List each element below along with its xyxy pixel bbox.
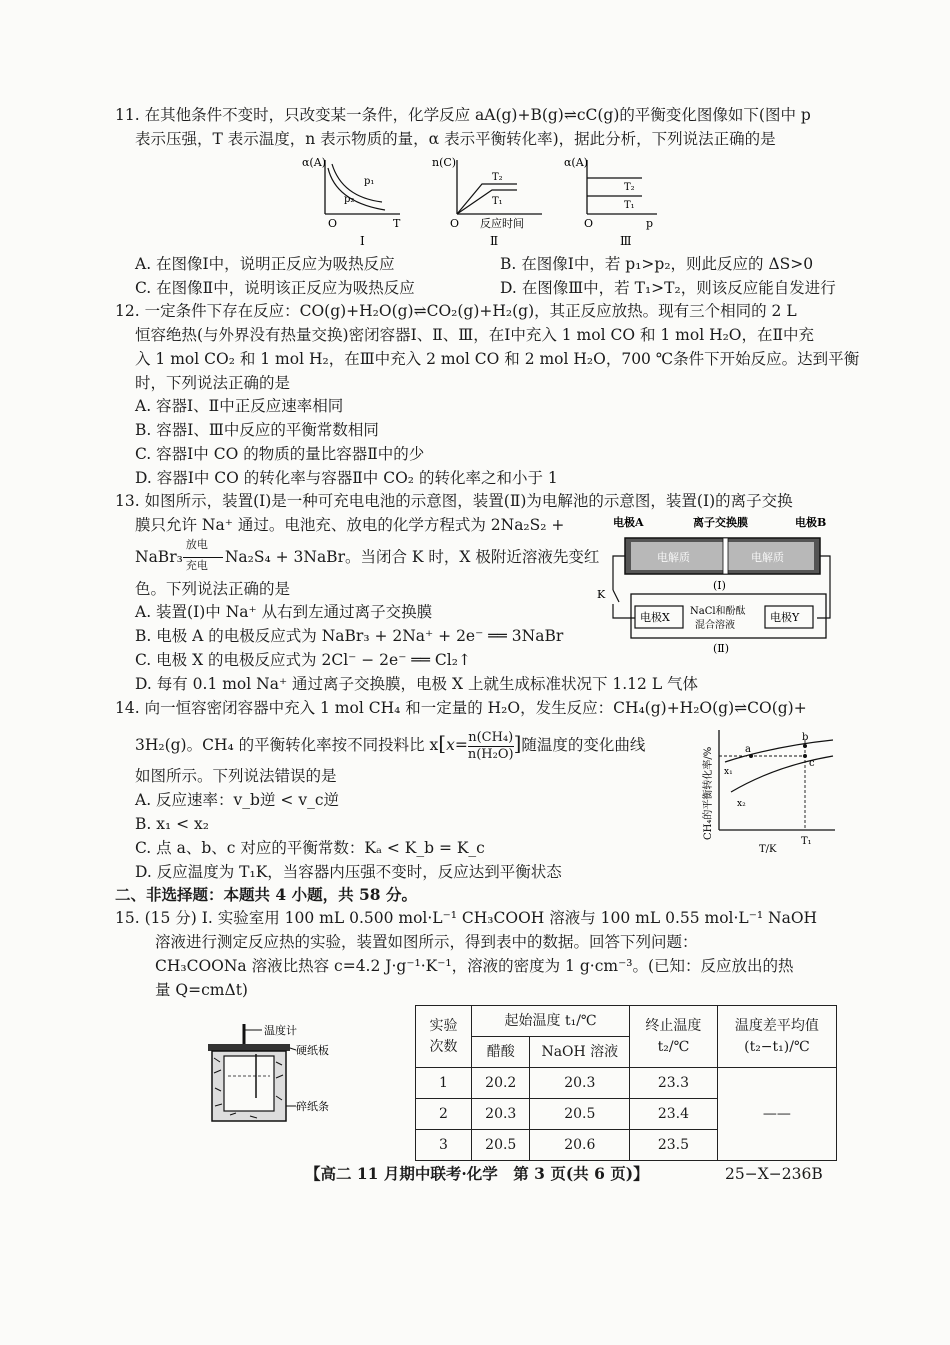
q15-stem-line1: 15. (15 分) Ⅰ. 实验室用 100 mL 0.500 mol·L⁻¹ CH₃COOH 溶液与 100 mL 0.55 mol·L⁻¹ NaOH — [115, 909, 818, 927]
arrow-top-label: 放电 — [185, 538, 208, 551]
header-diff-line2: (t₂−t₁)/℃ — [744, 1038, 810, 1055]
solution-label-2: 混合溶液 — [695, 620, 735, 631]
g3-xlabel: p — [646, 217, 654, 230]
header-trial — [416, 1006, 472, 1068]
bracket-right: ] — [513, 731, 522, 755]
electrolyte-left: 电解质 — [657, 551, 690, 564]
curve-x1-label: x₁ — [724, 767, 733, 777]
header-trial-line1: 实验 — [429, 1018, 458, 1035]
g1-xlabel: T — [393, 217, 401, 230]
electrode-b-label: 电极B — [795, 516, 827, 529]
g2-xlabel: 反应时间 — [480, 217, 524, 230]
page-footer: 【高二 11 月期中联考·化学 第 3 页(共 6 页)】 — [305, 1164, 649, 1183]
q12-option-b: B. 容器Ⅰ、Ⅲ中反应的平衡常数相同 — [135, 421, 379, 439]
electrolyte-right: 电解质 — [751, 551, 784, 564]
curve-x2-label: x₂ — [737, 799, 746, 809]
thermometer-label: 温度计 — [264, 1024, 297, 1037]
frac-denominator: n(H₂O) — [467, 746, 514, 762]
bracket-left: [ — [438, 731, 447, 755]
naoh-cell: 20.6 — [530, 1130, 630, 1161]
end-cell: 23.5 — [630, 1130, 718, 1161]
q14-stem-line3: 如图所示。下列说法错误的是 — [135, 767, 337, 785]
q13-option-a: A. 装置(Ⅰ)中 Na⁺ 从右到左通过离子交换膜 — [135, 603, 433, 621]
g1-origin: O — [328, 217, 338, 230]
end-cell: 23.4 — [630, 1099, 718, 1130]
naoh-cell: 20.3 — [530, 1068, 630, 1099]
q11-option-b: B. 在图像Ⅰ中，若 p₁>p₂，则此反应的 ΔS>0 — [500, 255, 814, 273]
g2-t1: T₁ — [492, 196, 503, 207]
q14-xlabel: T/K — [759, 844, 777, 855]
header-start-temp: 起始温度 t₁/℃ — [472, 1006, 630, 1037]
g3-origin: O — [584, 217, 594, 230]
q11-graph-3 — [562, 152, 672, 252]
header-end-line1: 终止温度 — [645, 1018, 702, 1035]
q13-option-d: D. 每有 0.1 mol Na⁺ 通过离子交换膜，电极 X 上就生成标准状况下 1.12 L 气体 — [135, 675, 699, 693]
table-row — [416, 1068, 837, 1099]
q11-graph-1 — [300, 152, 410, 252]
g2-origin: O — [450, 217, 460, 230]
switch-k-label: K — [597, 588, 606, 601]
q11-graph-2 — [432, 152, 552, 252]
q15-stem-line2: 溶液进行测定反应热的实验，装置如图所示，得到表中的数据。回答下列问题： — [155, 933, 698, 951]
header-naoh: NaOH 溶液 — [530, 1037, 630, 1068]
g3-t1: T₁ — [624, 200, 635, 211]
experiment-data-table — [415, 1005, 837, 1161]
q14-stem-text-a: 3H₂(g)。CH₄ 的平衡转化率按不同投料比 x — [135, 736, 439, 754]
acid-cell: 20.5 — [472, 1130, 530, 1161]
q14-option-d: D. 反应温度为 T₁K，当容器内压强不变时，反应达到平衡状态 — [135, 863, 562, 881]
q13-eq-right: Na₂S₄ + 3NaBr。当闭合 K 时，X 极附近溶液先变红 — [224, 548, 600, 566]
header-temp-diff — [717, 1006, 836, 1068]
electrode-a-label: 电极A — [613, 516, 644, 529]
point-a-label: a — [745, 744, 751, 755]
q11-stem-line2: 表示压强，T 表示温度，n 表示物质的量，α 表示平衡转化率)，据此分析，下列说法正确的是 — [135, 130, 776, 148]
q11-option-c: C. 在图像Ⅱ中，说明该正反应为吸热反应 — [135, 279, 415, 297]
q13-stem-line2: 膜只允许 Na⁺ 通过。电池充、放电的化学方程式为 2Na₂S₂ + — [135, 516, 565, 534]
q14-stem-text-b: 随温度的变化曲线 — [521, 736, 646, 754]
point-b-label: b — [802, 732, 809, 743]
diff-cell: —— — [717, 1068, 836, 1161]
q14-option-c: C. 点 a、b、c 对应的平衡常数：Kₐ < K_b = K_c — [135, 839, 485, 857]
trial-cell: 2 — [416, 1099, 472, 1130]
naoh-cell: 20.5 — [530, 1099, 630, 1130]
arrow-bottom-label: 充电 — [185, 559, 208, 572]
g2-ylabel: n(C) — [432, 156, 457, 169]
g3-t2: T₂ — [624, 182, 635, 193]
q13-cell-diagram — [595, 510, 845, 660]
q13-stem-line4: 色。下列说法正确的是 — [135, 580, 291, 598]
q14-conversion-graph — [695, 722, 845, 857]
g2-t2: T₂ — [492, 172, 503, 183]
q12-stem-line3: 入 1 mol CO₂ 和 1 mol H₂，在Ⅲ中充入 2 mol CO 和 2 mol H₂O，700 ℃条件下开始反应。达到平衡 — [135, 350, 860, 368]
header-trial-line2: 次数 — [429, 1038, 458, 1055]
header-acid: 醋酸 — [472, 1037, 530, 1068]
q13-eq-left: NaBr₃ — [135, 548, 183, 566]
q14-stem-line1: 14. 向一恒容密闭容器中充入 1 mol CH₄ 和一定量的 H₂O，发生反应：CH₄(g)+H₂O(g)⇌CO(g)+ — [115, 699, 807, 717]
q14-option-b: B. x₁ < x₂ — [135, 815, 209, 833]
device-1-label: (Ⅰ) — [713, 579, 726, 592]
section-2-heading: 二、非选择题：本题共 4 小题，共 58 分。 — [115, 885, 417, 904]
q12-stem-line4: 时，下列说法正确的是 — [135, 374, 291, 392]
t1-tick-label: T₁ — [801, 836, 812, 847]
q11-option-d: D. 在图像Ⅲ中，若 T₁>T₂，则该反应能自发进行 — [500, 279, 836, 297]
q12-stem-line1: 12. 一定条件下存在反应：CO(g)+H₂O(g)⇌CO₂(g)+H₂(g)，其正反应放热。现有三个相同的 2 L — [115, 302, 797, 320]
q13-option-b: B. 电极 A 的电极反应式为 NaBr₃ + 2Na⁺ + 2e⁻ ══ 3NaBr — [135, 627, 564, 645]
device-2-label: (Ⅱ) — [713, 642, 730, 655]
electrode-x-label: 电极X — [640, 611, 670, 624]
cardboard-label: 硬纸板 — [296, 1044, 329, 1057]
calorimeter-diagram — [200, 1018, 350, 1128]
paper-code: 25−X−236B — [725, 1165, 823, 1183]
q13-stem-line1: 13. 如图所示，装置(Ⅰ)是一种可充电电池的示意图，装置(Ⅱ)为电解池的示意图，装置(Ⅰ)的离子交换 — [115, 492, 793, 510]
q15-stem-line3: CH₃COONa 溶液比热容 c=4.2 J·g⁻¹·K⁻¹，溶液的密度为 1 g·cm⁻³。(已知：反应放出的热 — [155, 957, 794, 975]
g1-caption: Ⅰ — [360, 234, 365, 248]
q12-option-d: D. 容器Ⅰ中 CO 的转化率与容器Ⅱ中 CO₂ 的转化率之和小于 1 — [135, 469, 558, 487]
trial-cell: 3 — [416, 1130, 472, 1161]
acid-cell: 20.2 — [472, 1068, 530, 1099]
electrode-y-label: 电极Y — [770, 611, 800, 624]
point-c-label: c — [809, 758, 815, 769]
q15-stem-line4: 量 Q=cmΔt) — [155, 981, 248, 999]
frac-numerator: n(CH₄) — [468, 729, 514, 745]
membrane-label: 离子交换膜 — [693, 516, 748, 529]
q14-stem-line2 — [135, 729, 645, 762]
header-diff-line1: 温度差平均值 — [734, 1018, 819, 1035]
q11-option-a: A. 在图像Ⅰ中，说明正反应为吸热反应 — [135, 255, 395, 273]
q12-option-c: C. 容器Ⅰ中 CO 的物质的量比容器Ⅱ中的少 — [135, 445, 425, 463]
header-end-line2: t₂/℃ — [657, 1038, 690, 1055]
g1-p2: p₂ — [344, 194, 355, 205]
q12-stem-line2: 恒容绝热(与外界没有热量交换)密闭容器Ⅰ、Ⅱ、Ⅲ，在Ⅰ中充入 1 mol CO 和 1 mol H₂O，在Ⅱ中充 — [135, 326, 815, 344]
solution-label-1: NaCl和酚酞 — [690, 606, 746, 617]
g3-ylabel: α(A) — [564, 156, 588, 169]
paper-strips-label: 碎纸条 — [296, 1100, 329, 1113]
header-end-temp — [630, 1006, 718, 1068]
q12-option-a: A. 容器Ⅰ、Ⅱ中正反应速率相同 — [135, 397, 344, 415]
g2-caption: Ⅱ — [490, 234, 499, 248]
x-eq: x= — [446, 736, 468, 754]
end-cell: 23.3 — [630, 1068, 718, 1099]
ratio-fraction — [468, 730, 514, 762]
trial-cell: 1 — [416, 1068, 472, 1099]
q13-stem-line3 — [135, 538, 600, 572]
q13-eq-arrow — [183, 538, 225, 572]
q14-ylabel: CH₄的平衡转化率/% — [703, 746, 714, 840]
q14-option-a: A. 反应速率：v_b逆 < v_c逆 — [135, 791, 340, 809]
acid-cell: 20.3 — [472, 1099, 530, 1130]
g3-caption: Ⅲ — [620, 234, 632, 248]
g1-ylabel: α(A) — [302, 156, 326, 169]
q13-option-c: C. 电极 X 的电极反应式为 2Cl⁻ − 2e⁻ ══ Cl₂↑ — [135, 651, 471, 669]
g1-p1: p₁ — [364, 176, 375, 187]
q11-stem-line1: 11. 在其他条件不变时，只改变某一条件，化学反应 aA(g)+B(g)⇌cC(g)的平衡变化图像如下(图中 p — [115, 106, 811, 124]
